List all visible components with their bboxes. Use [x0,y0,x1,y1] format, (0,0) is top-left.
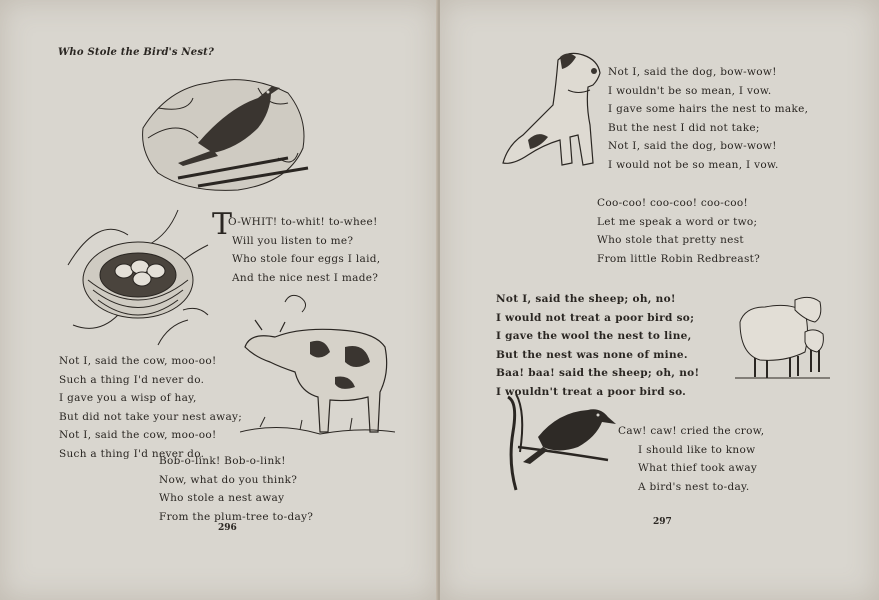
stanza-line: Not I, said the sheep; oh, no! [496,293,676,305]
drop-cap: T [212,207,233,242]
stanza-line: Who stole that pretty nest [597,234,744,247]
stanza-line: O-WHIT! to-whit! to-whee! [228,216,378,228]
stanza-bobolink [159,452,313,526]
stanza-cuckoo [597,194,760,268]
stanza-line: But the nest I did not take; [608,121,760,134]
page-number: 296 [218,523,237,533]
stanza-line: I should like to know [638,443,756,456]
stanza-line: A bird's nest to-day. [638,480,750,493]
stanza-sheep [496,290,699,402]
running-title: Who Stole the Bird's Nest? [58,47,215,58]
stanza-line: Not I, said the dog, bow-wow! [608,66,777,78]
stanza-line: Let me speak a word or two; [597,215,758,228]
stanza-line: I gave some hairs the nest to make, [608,103,809,116]
stanza-line: Not I, said the dog, bow-wow! [608,140,777,153]
stanza-line: From little Robin Redbreast? [597,252,761,265]
stanza-line: I would not be so mean, I vow. [608,158,779,171]
stanza-line: Who stole four eggs I laid, [232,253,381,266]
stanza-crow [618,422,764,496]
stanza-line: I wouldn't treat a poor bird so. [496,385,687,398]
sheep-illustration [735,292,830,380]
stanza-line: Now, what do you think? [159,473,298,486]
cow-illustration [240,292,395,440]
bird-in-branches-illustration [138,68,310,194]
crow-illustration [498,392,623,492]
stanza-line: Such a thing I'd never do. [59,447,205,460]
stanza-line: Not I, said the cow, moo-oo! [59,429,217,442]
right-page [440,0,879,600]
stanza-line: From the plum-tree to-day? [159,510,314,523]
stanza-dog [608,63,808,175]
dog-illustration [498,45,608,170]
stanza-line: Coo-coo! coo-coo! coo-coo! [597,197,749,209]
stanza-line: Not I, said the cow, moo-oo! [59,355,217,367]
stanza-line: Who stole a nest away [159,492,285,505]
stanza-line: But did not take your nest away; [59,410,243,423]
stanza-line: Will you listen to me? [232,234,354,247]
stanza-line: I gave the wool the nest to line, [496,330,692,343]
stanza-line: Such a thing I'd never do. [59,373,205,386]
stanza-line: But the nest was none of mine. [496,348,688,361]
stanza-line: What thief took away [638,462,758,475]
stanza-line: Caw! caw! cried the crow, [618,425,765,437]
stanza-owl [228,213,381,287]
stanza-cow [59,352,242,464]
stanza-line: I wouldn't be so mean, I vow. [608,84,772,97]
nest-with-eggs-illustration [58,205,220,353]
stanza-line: Bob-o-link! Bob-o-link! [159,455,286,467]
page-number: 297 [653,517,672,527]
stanza-line: And the nice nest I made? [232,271,379,284]
stanza-line: Baa! baa! said the sheep; oh, no! [496,367,700,380]
stanza-line: I gave you a wisp of hay, [59,392,197,405]
stanza-line: I would not treat a poor bird so; [496,311,695,324]
